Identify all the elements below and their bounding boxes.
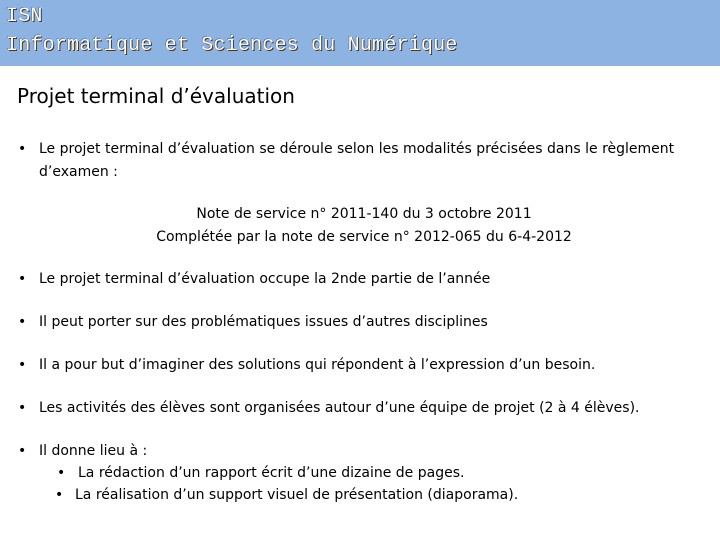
sub-bullet-marker: • [57,465,66,481]
bullet-marker: • [18,271,27,287]
bullet-4: Il a pour but d’imaginer des solutions qui répondent à l’expression d’un besoin. [39,357,596,373]
bullet-marker: • [18,443,27,459]
bullet-marker: • [18,314,27,330]
header-subtitle: Informatique et Sciences du Numérique [6,34,458,57]
sub-bullet-2: La réalisation d’un support visuel de présentation (diaporama). [75,487,519,503]
service-note-complement: Complétée par la note de service n° 2012-065 du 6-4-2012 [156,229,572,245]
bullet-3: Il peut porter sur des problématiques issues d’autres disciplines [39,314,488,330]
bullet-marker: • [18,141,27,157]
sub-bullet-1: La rédaction d’un rapport écrit d’une dizaine de pages. [78,465,465,481]
slide-title: Projet terminal d’évaluation [17,84,295,108]
bullet-1-line-2: d’examen : [39,164,118,180]
bullet-marker: • [18,400,27,416]
header-acronym: ISN [6,5,43,28]
bullet-2: Le projet terminal d’évaluation occupe la 2nde partie de l’année [39,271,491,287]
bullet-5: Les activités des élèves sont organisées autour d’une équipe de projet (2 à 4 élèves). [39,400,640,416]
bullet-1-line-1: Le projet terminal d’évaluation se déroule selon les modalités précisées dans le règlement [39,141,675,157]
service-note-reference: Note de service n° 2011-140 du 3 octobre 2011 [196,206,532,222]
bullet-marker: • [18,357,27,373]
header-banner [0,0,720,66]
bullet-6: Il donne lieu à : [39,443,148,459]
sub-bullet-marker: • [55,487,64,503]
